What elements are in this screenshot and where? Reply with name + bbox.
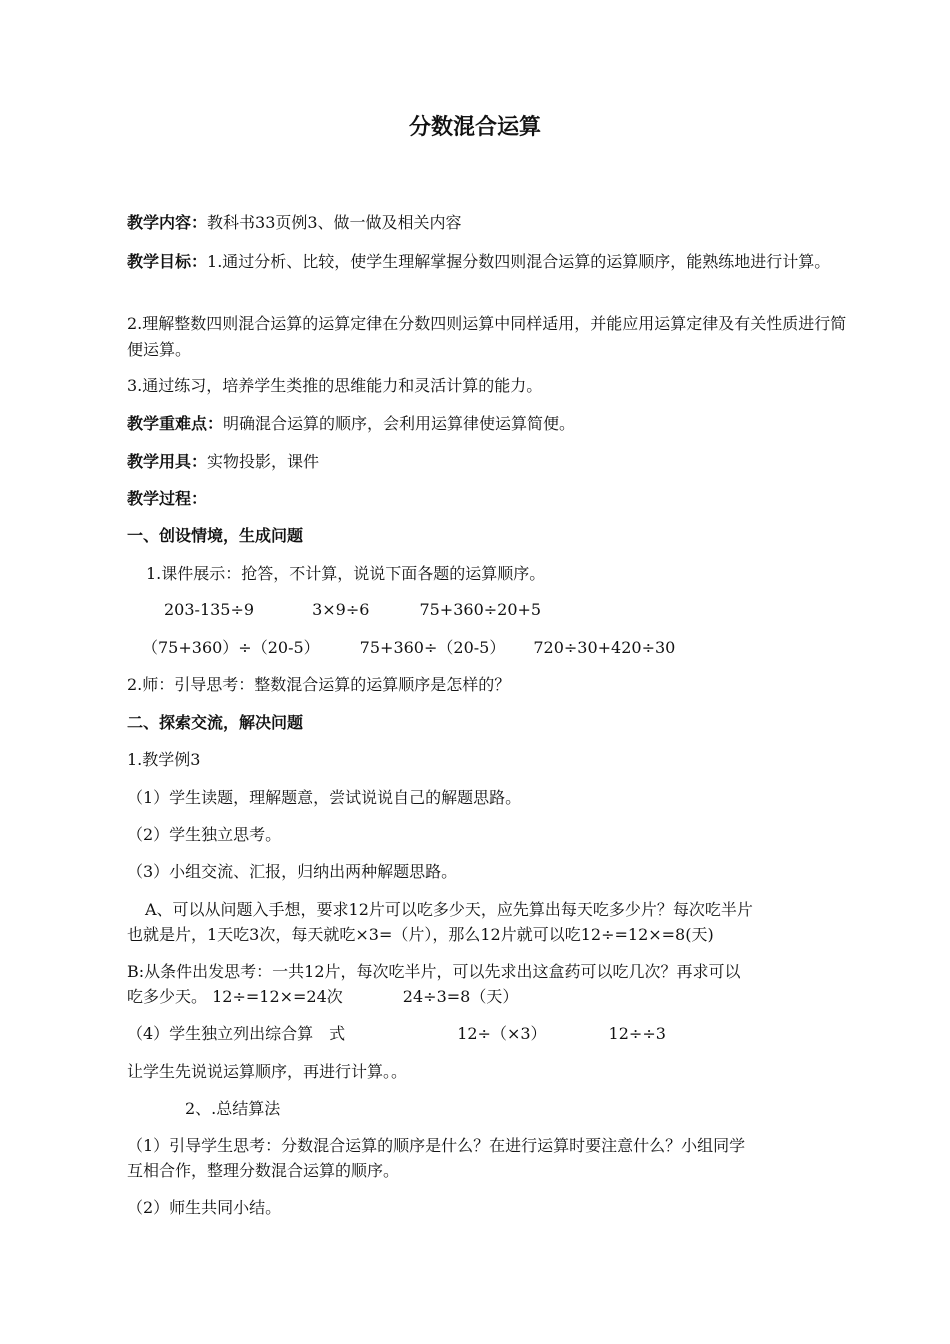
key-points-label: 教学重难点： (127, 414, 224, 433)
expression-row-2 (142, 635, 872, 661)
idea-a-line-2: 也就是片，1天吃3次，每天就吃×3=（片），那么12片就可以吃12÷=12×=8(天) (127, 925, 714, 944)
idea-b-step-1: 吃多少天。 12÷=12×=24次 (127, 987, 343, 1006)
idea-b-step-2: 24÷3=8（天） (402, 987, 519, 1006)
combined-expression-1: 12÷（×3） (457, 1024, 547, 1043)
summarize-step-2: （2）师生共同小结。 (127, 1198, 282, 1217)
expression: 203-135÷9 (164, 600, 255, 619)
section-1-heading: 一、创设情境，生成问题 (127, 526, 304, 545)
idea-b-line-2 (127, 984, 857, 1010)
summarize-step-1-line-1: （1）引导学生思考：分数混合运算的顺序是什么？在进行运算时要注意什么？小组同学 (127, 1136, 746, 1155)
summarize-step-1-line-2: 互相合作，整理分数混合运算的顺序。 (127, 1161, 400, 1180)
expression: 75+360÷（20-5） (359, 638, 506, 657)
idea-a-line-1: A、可以从问题入手想，要求12片可以吃多少天，应先算出每天吃多少片？每次吃半片 (145, 900, 753, 919)
teaching-goal-1 (127, 249, 857, 275)
key-points-text: 明确混合运算的顺序，会利用运算律使运算简便。 (223, 414, 576, 433)
teaching-goal-1-text: 1.通过分析、比较，使学生理解掌握分数四则混合运算的运算顺序，能熟练地进行计算。 (207, 252, 831, 271)
section-2-item: （3）小组交流、汇报，归纳出两种解题思路。 (127, 862, 458, 881)
expression-row-1 (164, 597, 894, 623)
teaching-content-label: 教学内容： (127, 213, 208, 232)
teaching-goal-2: 2.理解整数四则混合运算的运算定律在分数四则运算中同样适用，并能应用运算定律及有关性质进行简便运算。 (127, 314, 847, 359)
section-2-item: 1.教学例3 (127, 750, 201, 769)
section-2-heading: 二、探索交流，解决问题 (127, 713, 304, 732)
combined-expression-line (127, 1021, 857, 1047)
combined-expression-2: 12÷÷3 (608, 1024, 666, 1043)
page-title: 分数混合运算 (408, 115, 541, 140)
teaching-content-text: 教科书33页例3、做一做及相关内容 (207, 213, 462, 232)
teaching-tools-text: 实物投影，课件 (207, 452, 320, 471)
section-2-item: （1）学生读题，理解题意，尝试说说自己的解题思路。 (127, 788, 522, 807)
idea-b-line-1: B:从条件出发思考：一共12片，每次吃半片，可以先求出这盒药可以吃几次？再求可以 (127, 962, 741, 981)
teaching-goal-3: 3.通过练习，培养学生类推的思维能力和灵活计算的能力。 (127, 376, 543, 395)
section-2-item: （2）学生独立思考。 (127, 825, 282, 844)
expression: （75+360）÷（20-5） (142, 638, 320, 657)
teaching-content (127, 210, 857, 236)
section-2-item: 让学生先说说运算顺序，再进行计算。。 (127, 1062, 408, 1081)
section-1-step-1: 1.课件展示：抢答，不计算，说说下面各题的运算顺序。 (146, 564, 546, 583)
summarize-heading: 2、.总结算法 (185, 1099, 281, 1118)
expression: 75+360÷20+5 (419, 600, 542, 619)
key-points (127, 411, 857, 437)
teaching-tools (127, 449, 857, 475)
expression: 3×9÷6 (312, 600, 370, 619)
combined-expression-label: （4）学生独立列出综合算 式 (127, 1024, 346, 1043)
section-1-step-2: 2.师：引导思考：整数混合运算的运算顺序是怎样的？ (127, 675, 511, 694)
expression: 720÷30+420÷30 (533, 638, 676, 657)
process-label: 教学过程： (127, 489, 208, 508)
teaching-goals-label: 教学目标： (127, 252, 208, 271)
teaching-tools-label: 教学用具： (127, 452, 208, 471)
